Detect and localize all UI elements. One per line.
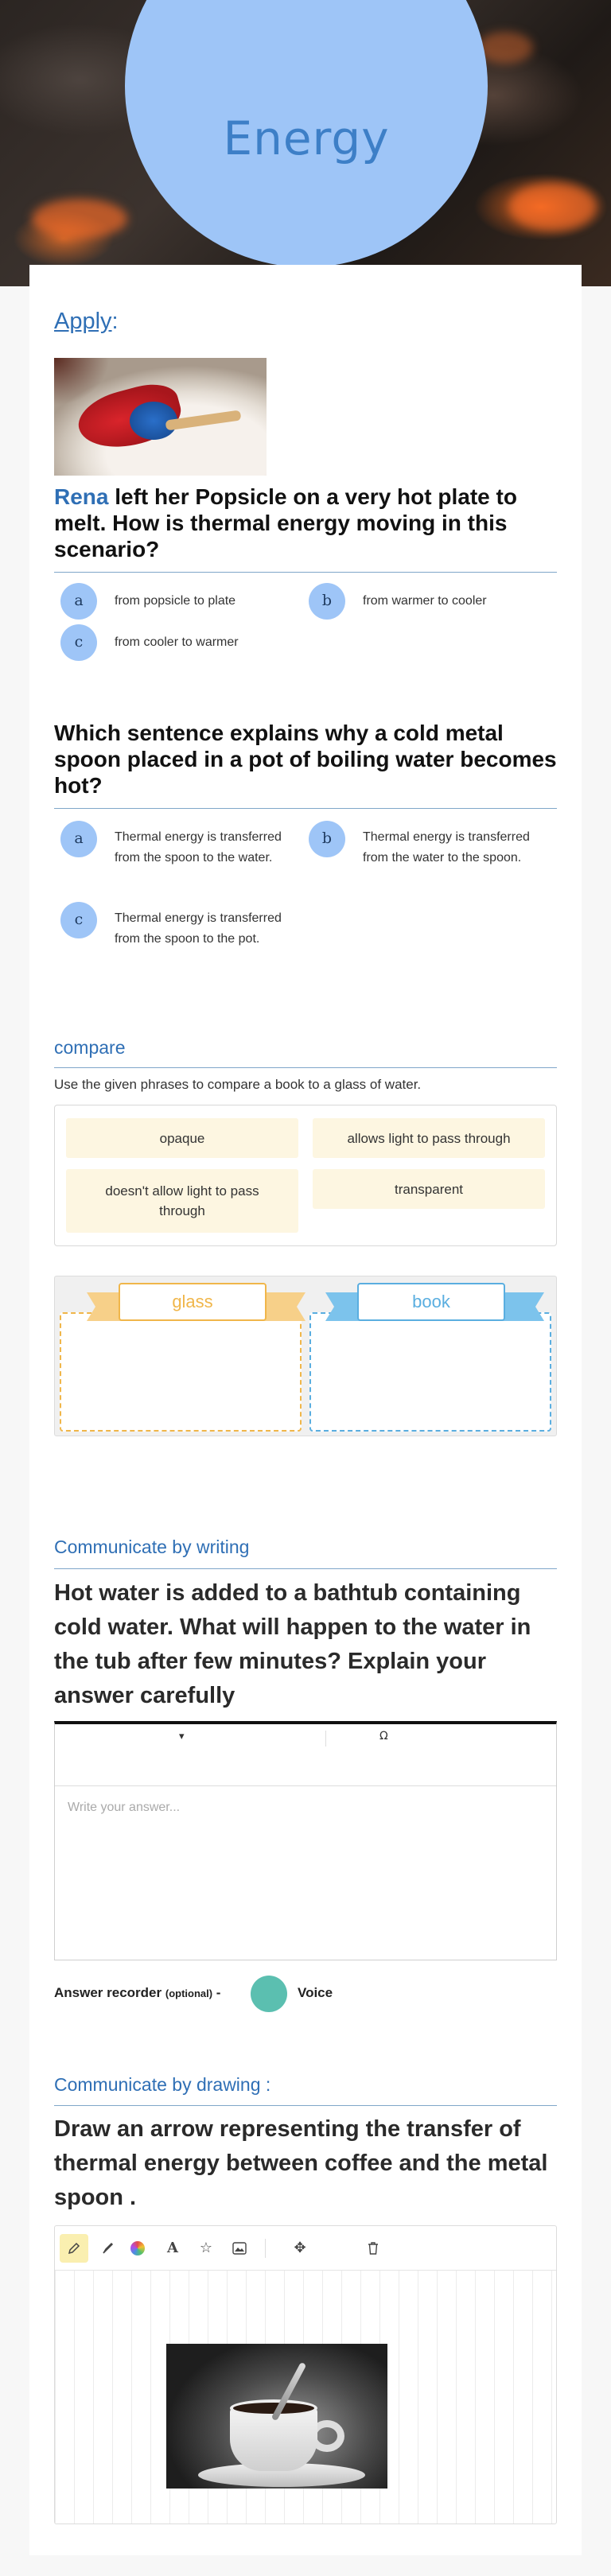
answer-editor xyxy=(54,1721,557,1960)
sort-area xyxy=(54,1276,557,1436)
option-badge-a[interactable]: a xyxy=(60,821,97,857)
drop-zone-book[interactable] xyxy=(309,1312,551,1432)
editor-toolbar xyxy=(55,1724,556,1786)
apply-heading-wrap xyxy=(54,309,119,335)
question-1-highlight: Rena xyxy=(54,484,109,509)
ember-glow xyxy=(32,199,127,239)
brush-icon[interactable] xyxy=(93,2234,122,2263)
phrase-chip[interactable]: allows light to pass through xyxy=(313,1118,545,1158)
drawing-toolbar xyxy=(55,2226,556,2271)
divider xyxy=(54,1067,557,1068)
color-wheel-icon[interactable] xyxy=(123,2234,152,2263)
drawing-canvas[interactable] xyxy=(54,2225,557,2524)
star-icon[interactable]: ☆ xyxy=(199,2240,213,2256)
option-text-c[interactable]: Thermal energy is transferred from the spoon to the pot. xyxy=(115,911,282,946)
dropdown-glyph[interactable]: ▾ xyxy=(179,1731,185,1743)
popsicle-image xyxy=(54,358,267,476)
toolbar-separator xyxy=(265,2239,266,2258)
option-badge-c[interactable]: c xyxy=(60,902,97,938)
bucket-label-glass: glass xyxy=(119,1283,267,1321)
divider xyxy=(54,572,557,573)
divider xyxy=(54,1568,557,1569)
recorder-label-text: Answer recorder xyxy=(54,1985,162,2000)
voice-record-button[interactable] xyxy=(251,1976,287,2012)
apply-heading-suffix: : xyxy=(111,309,119,334)
question-1-title xyxy=(54,484,557,562)
question-1-text: left her Popsicle on a very hot plate to melt. How is thermal energy moving in this scenario? xyxy=(54,484,517,561)
apply-heading[interactable]: Apply xyxy=(54,309,112,334)
recorder-optional: (optional) xyxy=(165,1987,213,1999)
option-text-a[interactable]: from popsicle to plate xyxy=(115,594,236,608)
divider xyxy=(54,808,557,809)
recorder-label xyxy=(54,1985,220,2001)
image-icon[interactable] xyxy=(225,2234,254,2263)
drawing-heading: Communicate by drawing : xyxy=(54,2074,271,2095)
option-text-b[interactable]: Thermal energy is transferred from the water to the spoon. xyxy=(363,830,530,864)
drawing-grid[interactable] xyxy=(55,2271,556,2524)
option-badge-a[interactable]: a xyxy=(60,583,97,620)
ember-glow xyxy=(509,183,597,231)
coffee-cup-image xyxy=(166,2344,387,2489)
trash-icon[interactable] xyxy=(359,2234,387,2263)
divider xyxy=(54,2105,557,2106)
option-badge-b[interactable]: b xyxy=(309,821,345,857)
drop-zone-glass[interactable] xyxy=(60,1312,302,1432)
bucket-label-book: book xyxy=(357,1283,505,1321)
bucket-ribbon-book xyxy=(325,1283,553,1324)
bucket-ribbon-glass xyxy=(87,1283,314,1324)
writing-heading: Communicate by writing xyxy=(54,1537,250,1557)
option-badge-b[interactable]: b xyxy=(309,583,345,620)
recorder-dash: - xyxy=(212,1985,221,2000)
answer-textarea[interactable]: Write your answer... xyxy=(68,1801,181,1814)
page-title: Energy xyxy=(223,111,390,165)
voice-label[interactable]: Voice xyxy=(298,1985,333,2000)
phrase-chip[interactable]: doesn't allow light to pass through xyxy=(66,1169,298,1233)
question-2-title: Which sentence explains why a cold metal spoon placed in a pot of boiling water becomes hot? xyxy=(54,721,557,798)
option-text-c[interactable]: from cooler to warmer xyxy=(115,635,239,649)
option-text-b[interactable]: from warmer to cooler xyxy=(363,594,487,608)
writing-question: Hot water is added to a bathtub containing cold water. What will happen to the water in the tub after few minutes? Explain your answer carefully xyxy=(54,1580,531,1708)
phrase-chip[interactable]: transparent xyxy=(313,1169,545,1209)
hero-banner xyxy=(0,0,611,286)
option-badge-c[interactable]: c xyxy=(60,624,97,661)
option-text-a[interactable]: Thermal energy is transferred from the spoon to the water. xyxy=(115,830,282,864)
compare-description: Use the given phrases to compare a book to a glass of water. xyxy=(54,1077,422,1092)
special-char-glyph[interactable]: Ω xyxy=(379,1730,388,1743)
pencil-icon[interactable] xyxy=(60,2234,88,2263)
phrase-bank xyxy=(54,1105,557,1246)
toolbar-separator xyxy=(325,1731,326,1746)
move-icon[interactable]: ✥ xyxy=(294,2240,306,2256)
phrase-chip[interactable]: opaque xyxy=(66,1118,298,1158)
text-icon[interactable]: A xyxy=(167,2240,178,2256)
drawing-question: Draw an arrow representing the transfer of thermal energy between coffee and the metal spoon . xyxy=(54,2116,548,2210)
compare-heading: compare xyxy=(54,1037,126,1058)
